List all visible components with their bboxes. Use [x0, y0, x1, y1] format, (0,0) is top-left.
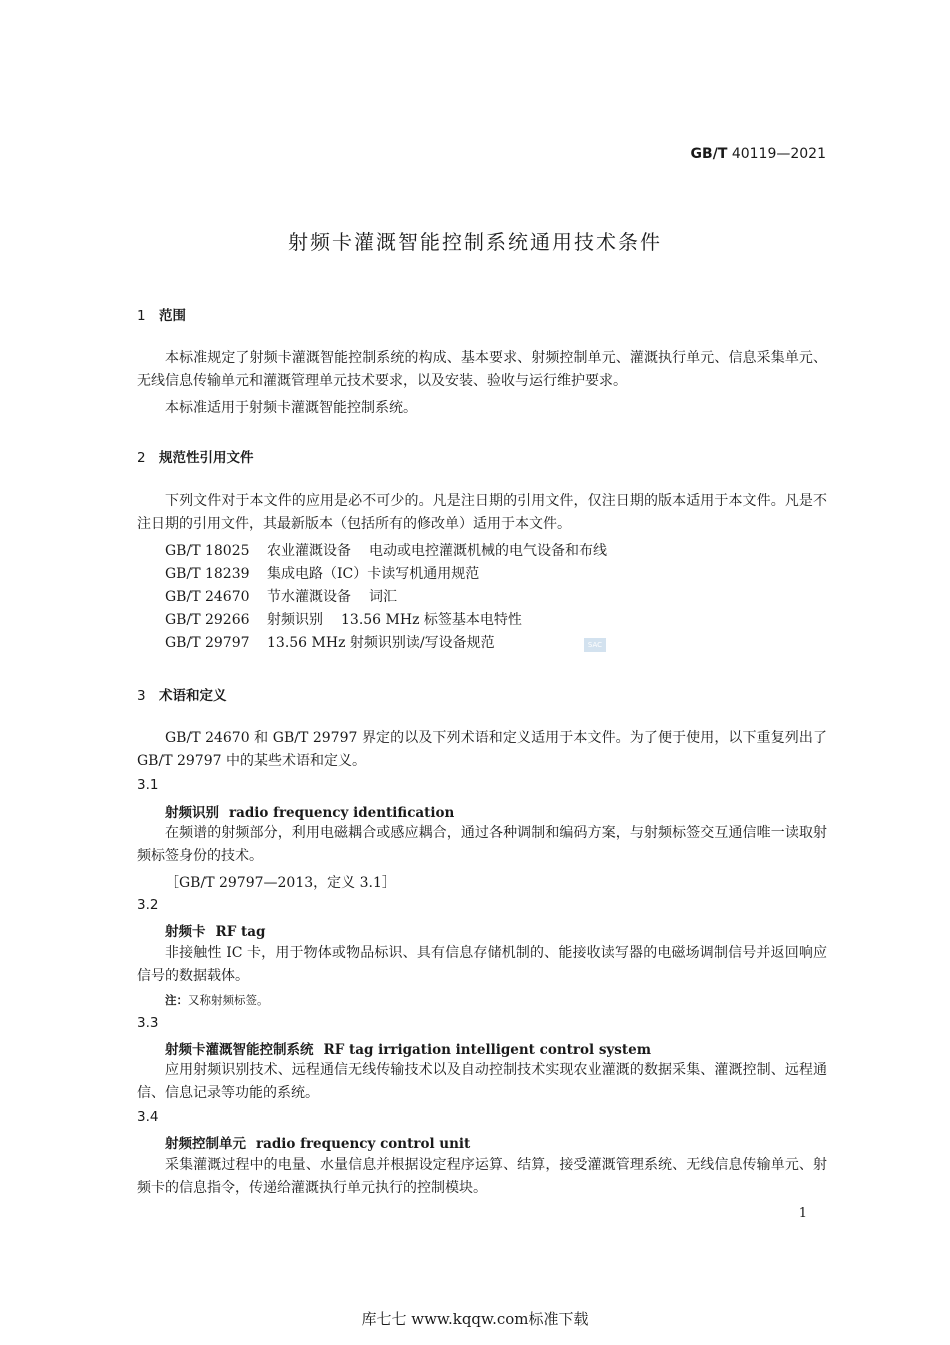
section-2-heading [137, 446, 254, 466]
reference-code: GB/T 29797 [165, 635, 250, 651]
reference-title: 集成电路（IC）卡读写机通用规范 [267, 566, 480, 582]
normative-reference [165, 563, 479, 583]
section-3-para-1: GB/T 24670 和 GB/T 29797 界定的以及下列术语和定义适用于本文件。为了便于使用，以下重复列出了 GB/T 29797 中的某些术语和定义。 [137, 730, 827, 769]
term-note [165, 992, 269, 1008]
term-en: radio frequency identification [229, 805, 455, 821]
term-number: 3.1 [137, 777, 159, 793]
term-title [165, 1132, 470, 1152]
reference-title: 射频识别 [267, 612, 323, 628]
normative-reference [165, 609, 522, 629]
reference-subtitle: 电动或电控灌溉机械的电气设备和布线 [369, 543, 607, 559]
section-1-heading [137, 304, 186, 324]
reference-subtitle: 13.56 MHz 标签基本电特性 [341, 612, 522, 628]
term-zh: 射频卡 [165, 924, 206, 940]
term-title [165, 920, 265, 940]
term-definition: 采集灌溉过程中的电量、水量信息并根据设定程序运算、结算，接受灌溉管理系统、无线信息传输单元、射频卡的信息指令，传递给灌溉执行单元执行的控制模块。 [137, 1157, 827, 1196]
reference-code: GB/T 24670 [165, 589, 250, 605]
section-title: 范围 [159, 308, 186, 324]
term-zh: 射频识别 [165, 805, 219, 821]
reference-code: GB/T 18239 [165, 566, 250, 582]
term-definition: 应用射频识别技术、远程通信无线传输技术以及自动控制技术实现农业灌溉的数据采集、灌溉控制、远程通信、信息记录等功能的系统。 [137, 1062, 827, 1101]
sac-watermark-logo: SAC [584, 638, 606, 652]
term-source: ［GB/T 29797—2013，定义 3.1］ [165, 875, 396, 891]
term-definition: 非接触性 IC 卡，用于物体或物品标识、具有信息存储机制的、能接收读写器的电磁场调制信号并返回响应信号的数据载体。 [137, 945, 827, 984]
document-title: 射频卡灌溉智能控制系统通用技术条件 [288, 230, 662, 254]
reference-title: 农业灌溉设备 [267, 543, 351, 559]
term-en: RF tag [215, 924, 266, 940]
term-zh: 射频卡灌溉智能控制系统 [165, 1042, 314, 1058]
term-title [165, 801, 454, 821]
reference-title: 13.56 MHz 射频识别读/写设备规范 [267, 635, 495, 651]
reference-title: 节水灌溉设备 [267, 589, 351, 605]
standard-number: 40119—2021 [731, 146, 826, 162]
section-1-para-2: 本标准适用于射频卡灌溉智能控制系统。 [165, 400, 417, 416]
term-number: 3.3 [137, 1015, 159, 1031]
normative-reference [165, 586, 397, 606]
section-title: 术语和定义 [159, 688, 227, 704]
standard-code [691, 146, 826, 162]
term-en: radio frequency control unit [256, 1136, 471, 1152]
term-title [165, 1038, 651, 1058]
reference-code: GB/T 29266 [165, 612, 250, 628]
section-number: 2 [137, 450, 146, 466]
section-number: 1 [137, 308, 146, 324]
standard-prefix: GB/T [690, 146, 728, 162]
section-3-heading [137, 684, 227, 704]
term-number: 3.4 [137, 1109, 159, 1125]
footer-download-text: 库七七 www.kqqw.com标准下载 [361, 1310, 589, 1328]
normative-reference [165, 540, 607, 560]
page-number: 1 [798, 1206, 807, 1221]
term-definition: 在频谱的射频部分，利用电磁耦合或感应耦合，通过各种调制和编码方案，与射频标签交互通信唯一读取射频标签身份的技术。 [137, 825, 827, 864]
section-2-para-1: 下列文件对于本文件的应用是必不可少的。凡是注日期的引用文件，仅注日期的版本适用于本文件。凡是不注日期的引用文件，其最新版本（包括所有的修改单）适用于本文件。 [137, 493, 827, 532]
section-title: 规范性引用文件 [159, 450, 254, 466]
term-number: 3.2 [137, 897, 159, 913]
reference-code: GB/T 18025 [165, 543, 250, 559]
term-en: RF tag irrigation intelligent control system [323, 1042, 651, 1058]
note-text: 又称射频标签。 [188, 993, 269, 1007]
term-zh: 射频控制单元 [165, 1136, 246, 1152]
section-number: 3 [137, 688, 146, 704]
normative-reference [165, 632, 495, 652]
reference-subtitle: 词汇 [369, 589, 397, 605]
section-1-para-1: 本标准规定了射频卡灌溉智能控制系统的构成、基本要求、射频控制单元、灌溉执行单元、信息采集单元、无线信息传输单元和灌溉管理单元技术要求，以及安装、验收与运行维护要求。 [137, 350, 827, 389]
note-label: 注： [165, 993, 188, 1007]
